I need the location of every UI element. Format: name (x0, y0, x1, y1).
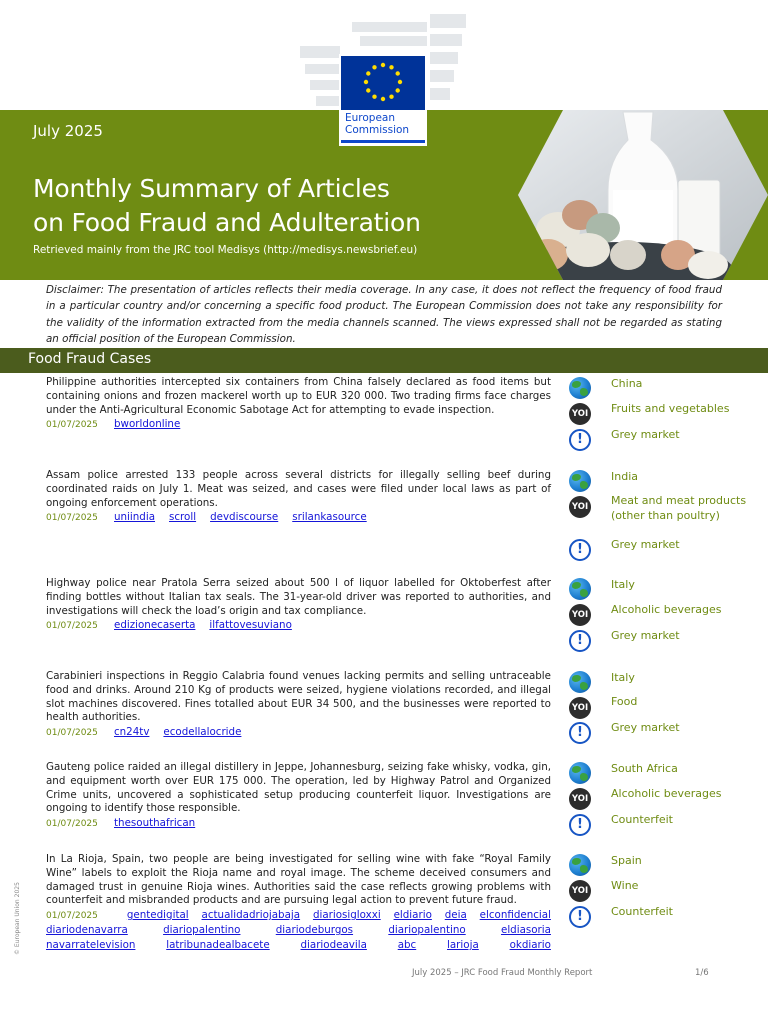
source-link[interactable]: okdiario (509, 939, 551, 952)
european-commission-logo (339, 54, 427, 146)
food-icon: YOI (569, 880, 591, 902)
globe-icon (569, 377, 591, 399)
alert-icon: ! (569, 539, 591, 561)
article-text: Philippine authorities intercepted six containers from China falsely declared as food items but containing onions and frozen mackerel worth up to EUR 320 000. Two trading firms face charges under the Anti-Agricultural Economic Sabotage Act for attempting to evade inspection. (46, 376, 551, 416)
alert-icon: ! (569, 630, 591, 652)
source-link[interactable]: eldiario (393, 909, 432, 922)
food-icon: YOI (569, 604, 591, 626)
category-tag: Wine (611, 879, 639, 892)
eu-flag-icon (341, 56, 425, 110)
logo-text-line1: European (345, 112, 396, 124)
source-link[interactable]: larioja (447, 939, 479, 952)
building-stripe (305, 64, 340, 74)
fraud-type-tag: Grey market (611, 629, 680, 642)
source-link[interactable]: latribunadealbacete (166, 939, 270, 952)
category-tag: Meat and meat products (other than poultry) (611, 494, 747, 522)
food-icon: YOI (569, 697, 591, 719)
source-link[interactable]: devdiscourse (210, 511, 279, 524)
source-link[interactable]: uniindia (114, 511, 156, 524)
building-stripe (430, 34, 462, 46)
article (46, 469, 551, 525)
building-stripe (430, 14, 466, 28)
globe-icon (569, 762, 591, 784)
source-link[interactable]: thesouthafrican (114, 817, 196, 830)
logo-underline (341, 140, 425, 143)
source-link[interactable]: srilankasource (292, 511, 367, 524)
footer-report-title: July 2025 – JRC Food Fraud Monthly Report (412, 968, 593, 978)
alert-icon: ! (569, 722, 591, 744)
alert-icon: ! (569, 814, 591, 836)
fraud-type-tag: Grey market (611, 721, 680, 734)
article-meta (46, 510, 551, 525)
food-icon: YOI (569, 403, 591, 425)
article-meta (46, 938, 551, 953)
article (46, 577, 551, 633)
source-link[interactable]: eldiasoria (500, 924, 551, 937)
building-stripe (430, 52, 458, 64)
country-tag: Italy (611, 578, 635, 591)
article-date: 01/07/2025 (46, 513, 98, 524)
article-date: 01/07/2025 (46, 728, 98, 739)
source-link[interactable]: ecodellalocride (163, 726, 242, 739)
article-meta (46, 725, 551, 740)
section-header (0, 348, 768, 373)
article (46, 670, 551, 740)
page-title-line1: Monthly Summary of Articles (33, 174, 390, 203)
category-tag: Alcoholic beverages (611, 787, 722, 800)
alert-icon: ! (569, 906, 591, 928)
building-stripe (310, 80, 340, 90)
fraud-type-tag: Grey market (611, 428, 680, 441)
article-meta (46, 816, 551, 831)
source-link[interactable]: diariodeavila (300, 939, 367, 952)
category-tag: Alcoholic beverages (611, 603, 722, 616)
article-meta (46, 417, 551, 432)
source-link[interactable]: abc (397, 939, 417, 952)
article (46, 376, 551, 432)
globe-icon (569, 578, 591, 600)
country-tag: Spain (611, 854, 642, 867)
source-link[interactable]: elconfidencial (479, 909, 551, 922)
source-link[interactable]: gentedigital (126, 909, 189, 922)
article-date: 01/07/2025 (46, 911, 98, 922)
building-stripe (316, 96, 340, 106)
article-meta (46, 618, 551, 633)
copyright-note: © European Union 2025 (14, 882, 21, 955)
article-meta (46, 923, 551, 938)
source-link[interactable]: cn24tv (114, 726, 150, 739)
article (46, 761, 551, 831)
article (46, 853, 551, 953)
category-tag: Fruits and vegetables (611, 402, 730, 415)
category-tag: Food (611, 695, 638, 708)
eggs-and-milk-photo (518, 110, 768, 280)
article-text: Highway police near Pratola Serra seized about 500 l of liquor labelled for Oktoberfest after finding bottles without Italian tax seals. The 31-year-old driver was reported to authorities, and investigations will check the load’s origin and tax compliance. (46, 577, 551, 617)
country-tag: South Africa (611, 762, 678, 775)
page-title (33, 172, 421, 240)
globe-icon (569, 671, 591, 693)
page-number: 1/6 (695, 968, 709, 978)
building-stripe (352, 22, 427, 32)
source-link[interactable]: bworldonline (114, 418, 181, 431)
section-title: Food Fraud Cases (28, 351, 152, 367)
article-date: 01/07/2025 (46, 819, 98, 830)
source-link[interactable]: diariodeburgos (275, 924, 354, 937)
alert-icon: ! (569, 429, 591, 451)
building-stripe (430, 70, 454, 82)
building-stripe (300, 46, 340, 58)
article-date: 01/07/2025 (46, 621, 98, 632)
article-text: In La Rioja, Spain, two people are being investigated for selling wine with fake “Royal Family Wine” labels to exploit the Rioja name and royal image. The scheme deceived consumers and damaged trust in genuine Rioja wines. Authorities said the case reflects growing problems with counterfeit and misbranded products and are pursuing legal action to prevent future fraud. (46, 853, 551, 907)
source-link[interactable]: actualidadriojabaja (201, 909, 301, 922)
logo-text (345, 112, 409, 136)
food-icon: YOI (569, 496, 591, 518)
page-subtitle: Retrieved mainly from the JRC tool Medisys (http://medisys.newsbrief.eu) (33, 244, 418, 256)
disclaimer-text: Disclaimer: The presentation of articles reflects their media coverage. In any case, it does not reflect the frequency of food fraud in a particular country and/or concerning a specific food product. The European Commission does not take any responsibility for the validity of the information extracted from the media channels scanned. The views expressed shall not be regarded as stating an official position of the European Commission. (46, 284, 722, 346)
source-link[interactable]: diariopalentino (388, 924, 466, 937)
source-link[interactable]: navarratelevision (46, 939, 136, 952)
source-link[interactable]: scroll (169, 511, 197, 524)
globe-icon (569, 854, 591, 876)
article-date: 01/07/2025 (46, 420, 98, 431)
source-link[interactable]: diariosigloxxi (312, 909, 381, 922)
fraud-type-tag: Grey market (611, 538, 680, 551)
logo-text-line2: Commission (345, 124, 410, 136)
article-text: Gauteng police raided an illegal distillery in Jeppe, Johannesburg, seizing fake whisky, vodka, gin, and equipment worth over EUR 175 000. The operation, led by Highway Patrol and Organized Crime units, uncovered a sophisticated setup producing counterfeit liquor. Investigations are ongoing to identify those responsible. (46, 761, 551, 815)
building-stripe (430, 88, 450, 100)
building-stripe (360, 36, 427, 46)
fraud-type-tag: Counterfeit (611, 905, 673, 918)
country-tag: Italy (611, 671, 635, 684)
source-link[interactable]: edizionecaserta (114, 619, 196, 632)
country-tag: India (611, 470, 638, 483)
globe-icon (569, 470, 591, 492)
source-link[interactable]: diariodenavarra (46, 924, 128, 937)
country-tag: China (611, 377, 643, 390)
report-date: July 2025 (33, 122, 103, 140)
eu-stars-icon (341, 56, 425, 110)
article-meta (46, 908, 551, 923)
article-text: Carabinieri inspections in Reggio Calabria found venues lacking permits and selling untraceable food and drinks. Around 210 Kg of products were seized, hygiene violations recorded, and illegal slot machines discovered. Fines totalled about EUR 34 500, and the businesses were reported to health authorities. (46, 670, 551, 724)
source-link[interactable]: deia (444, 909, 467, 922)
page-title-line2: on Food Fraud and Adulteration (33, 208, 421, 237)
fraud-type-tag: Counterfeit (611, 813, 673, 826)
article-text: Assam police arrested 133 people across several districts for illegally selling beef during coordinated raids on July 1. Meat was seized, and cases were filed under local laws as part of ongoing enforcement operations. (46, 469, 551, 509)
source-link[interactable]: ilfattovesuviano (209, 619, 292, 632)
source-link[interactable]: diariopalentino (163, 924, 241, 937)
food-icon: YOI (569, 788, 591, 810)
